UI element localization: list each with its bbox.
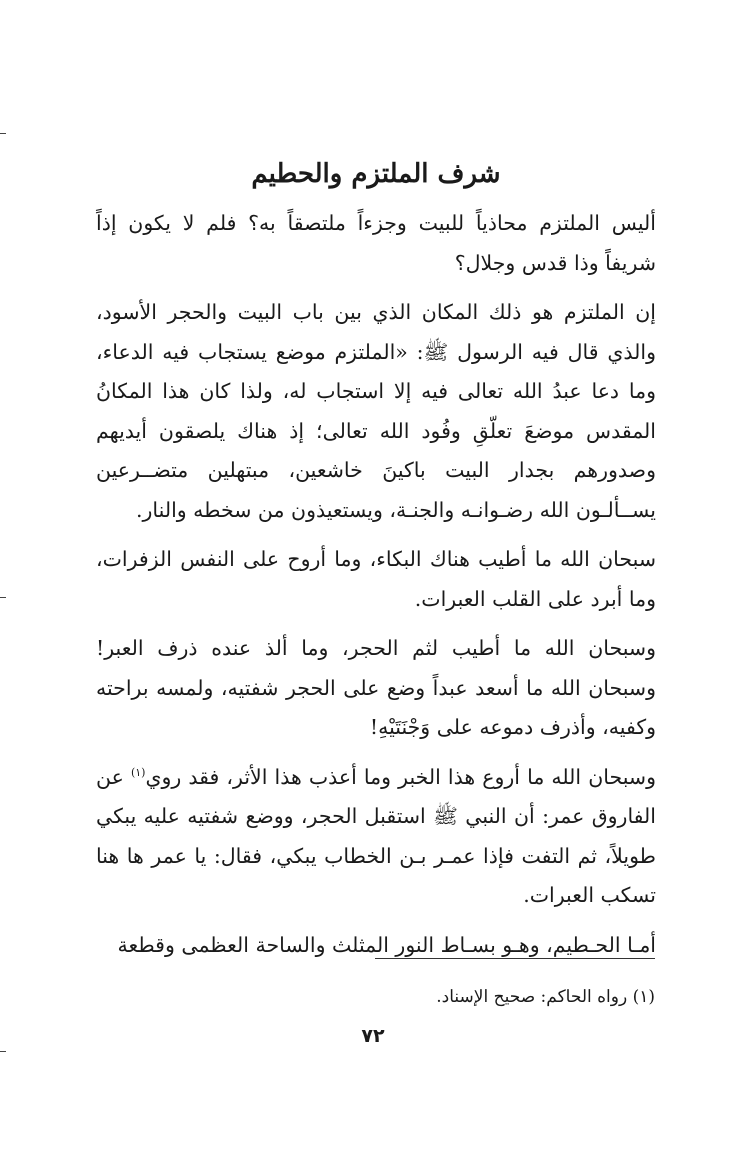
- paragraph-5-lead: وسبحان الله ما أروع هذا الخبر وما أعذب هذا الأثر، فقد روي: [145, 764, 656, 789]
- paragraph-4: وسبحان الله ما أطيب لثم الحجر، وما ألذ عنده ذرف العبر! وسبحان الله ما أسعد عبداً وضع على الحجر شفتيه، ولمسه براحته وكفيه، وأذرف دموعه على وَجْنَتَيْهِ!: [96, 636, 656, 739]
- margin-tick: [0, 1051, 6, 1052]
- footnote-marker: (١): [130, 765, 146, 779]
- page-title: شرف الملتزم والحطيم: [251, 159, 501, 189]
- footnote-divider: [375, 958, 655, 959]
- paragraph-2: إن الملتزم هو ذلك المكان الذي بين باب البيت والحجر الأسود، والذي قال فيه الرسول ﷺ: «الملتزم موضع يستجاب فيه الدعاء، وما دعا عبدُ الله تعالى فيه إلا استجاب له، ولذا كان هذا المكانُ المقدس موضعَ تعلّقِ وفُود الله تعالى؛ إذ هناك يلصقون أيديهم وصدورهم بجدار البيت باكينَ خاشعين، مبتهلين متضــرعين يســألـون الله رضـوانـه والجنـة، ويستعيذون من سخطه والنار.: [96, 300, 656, 522]
- margin-tick: [0, 133, 6, 134]
- paragraph-5: [96, 758, 656, 916]
- paragraph-1: أليس الملتزم محاذياً للبيت وجزءاً ملتصقاً به؟ فلم لا يكون إذاً شريفاً وذا قدس وجلال؟: [96, 211, 656, 275]
- margin-tick: [0, 597, 6, 598]
- paragraph-5-body: عن الفاروق عمر: أن النبي ﷺ استقبل الحجر، ووضع شفتيه عليه يبكي طويلاً، ثم التفت فإذا عمـر بـن الخطاب يبكي، فقال: يا عمر ها هنا تسكب العبرات.: [96, 764, 656, 907]
- page-body: [96, 150, 656, 975]
- page-number: ٧٢: [361, 1025, 385, 1047]
- paragraph-6: أمـا الحـطيم، وهـو بسـاط النور المثلث والساحة العظمى وقطعة: [117, 932, 656, 957]
- footnote: (١) رواه الحاكم: صحيح الإسناد.: [436, 987, 655, 1007]
- paragraph-3: سبحان الله ما أطيب هناك البكاء، وما أروح على النفس الزفرات، وما أبرد على القلب العبرات.: [96, 547, 656, 611]
